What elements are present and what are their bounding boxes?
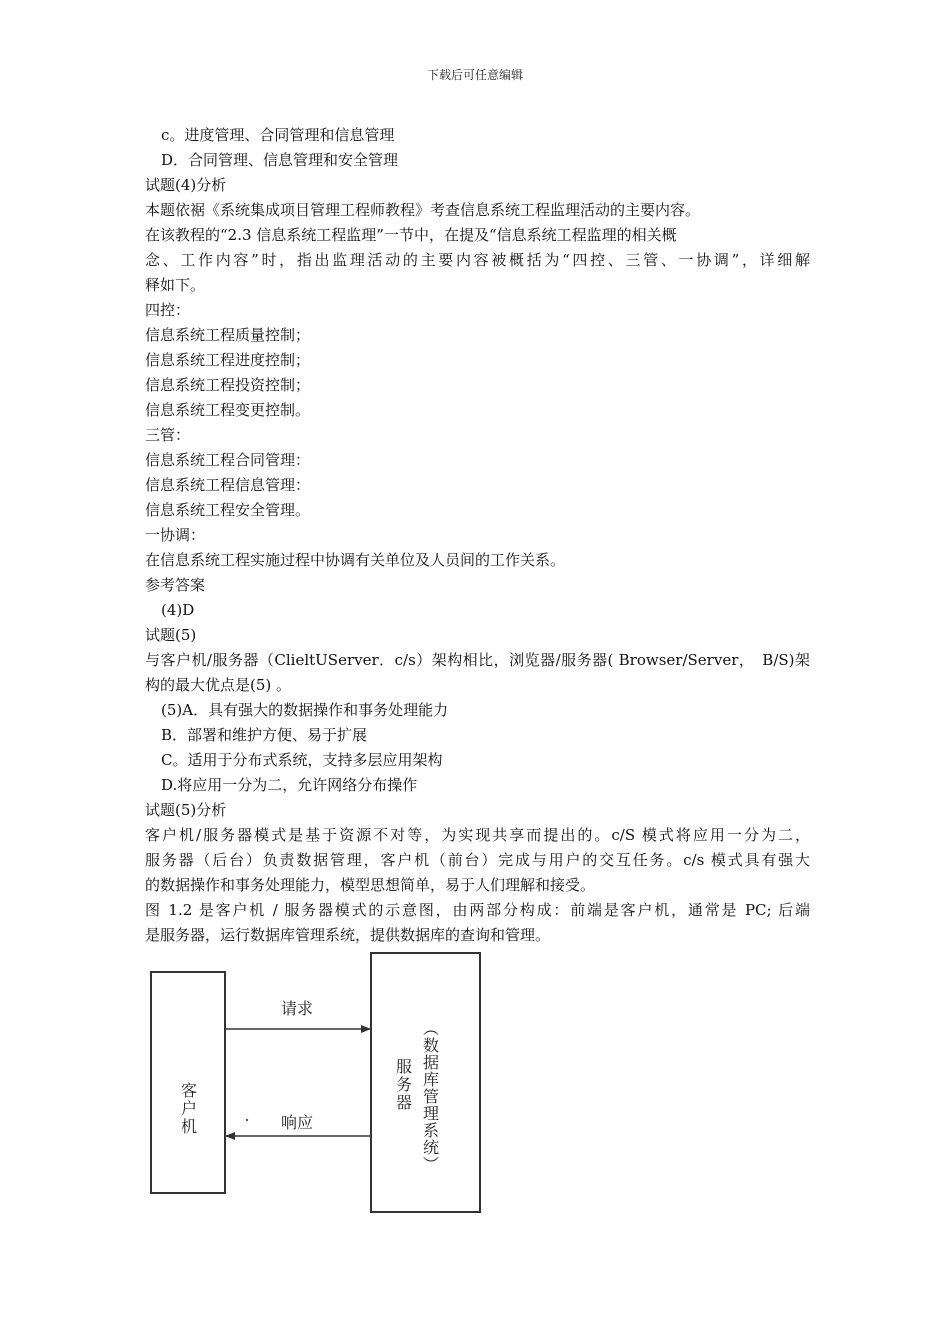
option-c-line: c。进度管理、合同管理和信息管理 — [161, 126, 395, 144]
client-label: 客户机 — [178, 1082, 198, 1136]
reference-answer-heading: 参考答案 — [145, 576, 206, 594]
paragraph-line: 图 1.2 是客户机 / 服务器模式的示意图，由两部分构成：前端是客户机，通常是 PC; 后端 — [145, 901, 810, 919]
list-item: 信息系统工程信息管理： — [145, 476, 311, 494]
paragraph-line: 念、工作内容”时，指出监理活动的主要内容被概括为“四控、三管、一协调”，详细解 — [145, 251, 810, 269]
paragraph-line: 服务器（后台）负责数据管理，客户机（前台）完成与用户的交互任务。c/s 模式具有强大 — [145, 851, 810, 869]
question-5-text-line: 与客户机/服务器（ClieltUServer．c/s）架构相比，浏览器/服务器( Browser/Server， B/S)架 — [145, 651, 810, 669]
database-label: （数据库管理系统） — [420, 1020, 440, 1173]
list-item: 信息系统工程合同管理： — [145, 451, 311, 469]
response-label: 响应 — [280, 1113, 314, 1132]
client-server-diagram — [143, 948, 488, 1216]
paragraph-line: 本题依裾《系统集成项目管理工程师教程》考查信息系统工程监理活动的主要内容。 — [145, 201, 701, 219]
paragraph-line: 客户机/服务器模式是基于资源不对等，为实现共享而提出的。c/S 模式将应用一分为二， — [145, 826, 810, 844]
option-d-line: D．合同管理、信息管理和安全管理 — [161, 151, 399, 169]
option-b-line: B．部署和维护方便、易于扩展 — [161, 726, 368, 744]
option-d-line: D.将应用一分为二，允许网络分布操作 — [161, 776, 418, 794]
paragraph-line: 释如下。 — [145, 276, 206, 294]
question-5-analysis-heading: 试题(5)分析 — [145, 801, 227, 819]
server-label: 服务器 — [393, 1058, 413, 1112]
question-5-heading: 试题(5) — [145, 626, 197, 644]
scan-dot — [246, 1119, 248, 1121]
list-item: 信息系统工程投资控制； — [145, 376, 311, 394]
paragraph-line: 的数据操作和事务处理能力，模型思想简单，易于人们理解和接受。 — [145, 876, 596, 894]
list-item: 信息系统工程进度控制； — [145, 351, 311, 369]
list-item: 在信息系统工程实施过程中协调有关单位及人员间的工作关系。 — [145, 551, 566, 569]
paragraph-line: 在该教程的“2.3 信息系统工程监理”一节中，在提及“信息系统工程监理的相关概 — [145, 226, 677, 244]
section-label-three-managements: 三管： — [145, 426, 191, 444]
paragraph-line: 是服务器，运行数据库管理系统，提供数据库的查询和管理。 — [145, 926, 551, 944]
document-body — [145, 123, 810, 948]
list-item: 信息系统工程质量控制； — [145, 326, 311, 344]
request-label: 请求 — [280, 999, 314, 1018]
option-a-line: (5)A．具有强大的数据操作和事务处理能力 — [161, 701, 449, 719]
list-item: 信息系统工程安全管理。 — [145, 501, 311, 519]
list-item: 信息系统工程变更控制。 — [145, 401, 311, 419]
answer-4: (4)D — [161, 601, 195, 619]
page-header: 下载后可任意编辑 — [426, 68, 523, 82]
section-label-four-controls: 四控： — [145, 301, 191, 319]
question-4-analysis-heading: 试题(4)分析 — [145, 176, 227, 194]
option-c-line: C。适用于分布式系统，支持多层应用架构 — [161, 751, 443, 769]
section-label-one-coordination: 一协调： — [145, 526, 206, 544]
question-5-text-line: 构的最大优点是(5) 。 — [145, 676, 292, 694]
